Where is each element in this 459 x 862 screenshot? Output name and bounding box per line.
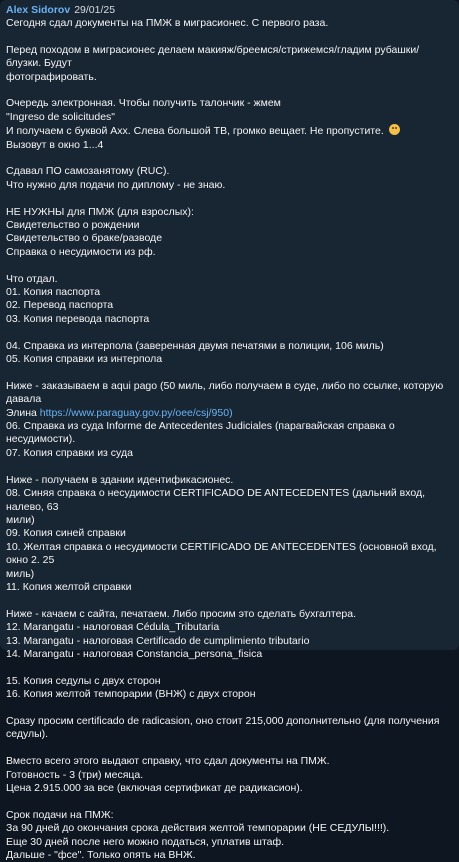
message-line — [6, 111, 453, 124]
message-line-text: Сегодня сдал документы на ПМЖ в миграсионес. С первого раза. — [6, 17, 329, 29]
message-line-text: За 90 дней до окончания срока действия желтой темпорарии (НЕ СЕДУЛЫ!!!). — [6, 822, 390, 835]
message-line-text: Сдавал ПО самозанятому (RUC). — [6, 165, 170, 178]
blank-line — [6, 192, 453, 205]
message-line — [6, 340, 453, 353]
message-line — [6, 219, 453, 232]
message-line-text: Ниже - получаем в здании идентификасионес. — [6, 473, 234, 486]
message-line — [6, 420, 453, 447]
message-line-text: 04. Справка из интерпола (заверенная двумя печатями в полиции, 106 миль) — [6, 339, 384, 352]
message-line-text: миль) — [6, 567, 35, 580]
message-header — [6, 3, 453, 17]
message-line-text: 03. Копия перевода паспорта — [6, 312, 150, 325]
message-line — [6, 124, 453, 138]
message-line-text: Сразу просим certificado de radicasion, оно стоит 215,000 дополнительно (для получения седулы). — [6, 714, 443, 741]
blank-line — [6, 259, 453, 272]
message-line-text: И получаем с буквой Axx. Слева большой ТВ, громко вещает. Не пропустите. — [6, 125, 384, 138]
message-line — [6, 836, 453, 849]
message-line — [6, 44, 453, 71]
message-line — [6, 608, 453, 621]
message-line — [6, 527, 453, 540]
message-line-text: Дальше - "фсе". Только опять на ВНЖ. — [6, 848, 196, 861]
message-line-text: Элина — [6, 406, 37, 419]
message-line-text: 05. Копия справки из интерпола — [6, 353, 163, 366]
blank-line — [6, 84, 453, 97]
message-line-text: Ниже - качаем с сайта, печатаем. Либо просим это сделать бухгалтера. — [6, 607, 357, 620]
message-line — [6, 474, 453, 487]
message-line — [6, 179, 453, 192]
message-line — [6, 313, 453, 326]
message-line — [6, 635, 453, 648]
message-line — [6, 541, 453, 568]
message-line — [6, 849, 453, 862]
message-date: 29/01/25 — [74, 4, 116, 16]
court-certificate-link[interactable]: https://www.paraguay.gov.py/oee/csj/950) — [39, 406, 233, 419]
message-line — [6, 514, 453, 527]
blank-line — [6, 594, 453, 607]
blank-line — [6, 795, 453, 808]
message-line-text: Вместо всего этого выдают справку, что сдал документы на ПМЖ. — [6, 755, 330, 768]
message-line — [6, 206, 453, 219]
message-line-text: 13. Marangatu - налоговая Certificado de cumplimiento tributario — [6, 634, 310, 647]
message-line — [6, 822, 453, 835]
message-line — [6, 232, 453, 245]
message-line-text: 06. Справка из суда Informe de Antecedentes Judiciales (парагвайская справка о несудимости). — [6, 420, 398, 446]
message-line-text: мили) — [6, 513, 35, 526]
message-line-text: "Ingreso de solicitudes" — [6, 110, 116, 123]
message-line-text: Еще 30 дней после него можно податься, уплатив штаф. — [6, 835, 285, 848]
blank-line — [6, 661, 453, 674]
message-line — [6, 165, 453, 178]
blank-line — [6, 30, 453, 43]
message-line — [6, 688, 453, 701]
message-line-text: Срок подачи на ПМЖ: — [6, 808, 114, 821]
message-line — [6, 447, 453, 460]
message-line-text: 02. Перевод паспорта — [6, 299, 114, 312]
message-line-text: НЕ НУЖНЫ для ПМЖ (для взрослых): — [6, 205, 194, 218]
message-line — [6, 273, 453, 286]
message-line-text: Что отдал. — [6, 272, 58, 285]
message-line-text: 16. Копия желтой темпорарии (ВНЖ) с двух сторон — [6, 688, 256, 701]
message-line — [6, 581, 453, 594]
message-line — [6, 299, 453, 312]
message-line — [6, 782, 453, 795]
message-line — [6, 769, 453, 782]
message-line-text: Цена 2.915.000 за все (включая сертификат де радикасион). — [6, 781, 303, 794]
blank-line — [6, 460, 453, 473]
message-text — [6, 17, 453, 862]
message-line-text: 15. Копия седулы с двух сторон — [6, 674, 161, 687]
message-line — [6, 17, 453, 30]
message-line-text: Перед походом в миграсионес делаем макияж/бреемся/стрижемся/гладим рубашки/блузки. Будут — [6, 43, 420, 70]
message-line-text: Справка о несудимости из рф. — [6, 245, 156, 258]
message-line — [6, 755, 453, 768]
message-line-text: 12. Marangatu - налоговая Cédula_Tributaria — [6, 621, 220, 634]
message-line — [6, 380, 453, 407]
message-line-text: Ниже - заказываем в aqui pago (50 миль, либо получаем в суде, либо по ссылке, которую давала — [6, 379, 447, 406]
message-line-text: Свидетельство о браке/разводе — [6, 232, 163, 245]
blank-line — [6, 326, 453, 339]
message-line-text: 10. Желтая справка о несудимости CERTIFICADO DE ANTECEDENTES (основной вход, окно 2. 25 — [6, 540, 440, 567]
message-line-text: 01. Копия паспорта — [6, 286, 101, 299]
message-line-text: Свидетельство о рождении — [6, 219, 140, 232]
message-line — [6, 487, 453, 514]
author-name[interactable]: Alex Sidorov — [6, 4, 71, 16]
message-line — [6, 568, 453, 581]
message-line — [6, 648, 453, 661]
message-line — [6, 286, 453, 299]
message-line-text: фотографировать. — [6, 70, 97, 83]
message-line — [6, 675, 453, 688]
blank-line — [6, 702, 453, 715]
message-line — [6, 621, 453, 634]
message-line-text: Что нужно для подачи по диплому - не знаю. — [6, 178, 226, 191]
message-line-text: 08. Синяя справка о несудимости CERTIFICADO DE ANTECEDENTES (дальний вход, налево, 63 — [6, 487, 428, 513]
message-line-text: Готовность - 3 (три) месяца. — [6, 768, 144, 781]
message-line — [6, 139, 453, 152]
message-line-text: 07. Копия справки из суда — [6, 446, 133, 459]
message-line — [6, 407, 453, 420]
message-line — [6, 71, 453, 84]
message-line — [6, 97, 453, 110]
message-line — [6, 715, 453, 742]
grinning-sweat-icon — [389, 124, 400, 135]
message-line — [6, 246, 453, 259]
blank-line — [6, 742, 453, 755]
blank-line — [6, 152, 453, 165]
message-line — [6, 809, 453, 822]
message-line-text: 09. Копия синей справки — [6, 527, 126, 540]
message-line-text: 14. Marangatu - налоговая Constancia_persona_fisica — [6, 647, 263, 660]
message-line-text: 11. Копия желтой справки — [6, 580, 132, 593]
blank-line — [6, 366, 453, 379]
message-line-text: Вызовут в окно 1...4 — [6, 138, 104, 151]
message-line-text: Очередь электронная. Чтобы получить талончик - жмем — [6, 97, 281, 110]
message-line — [6, 353, 453, 366]
